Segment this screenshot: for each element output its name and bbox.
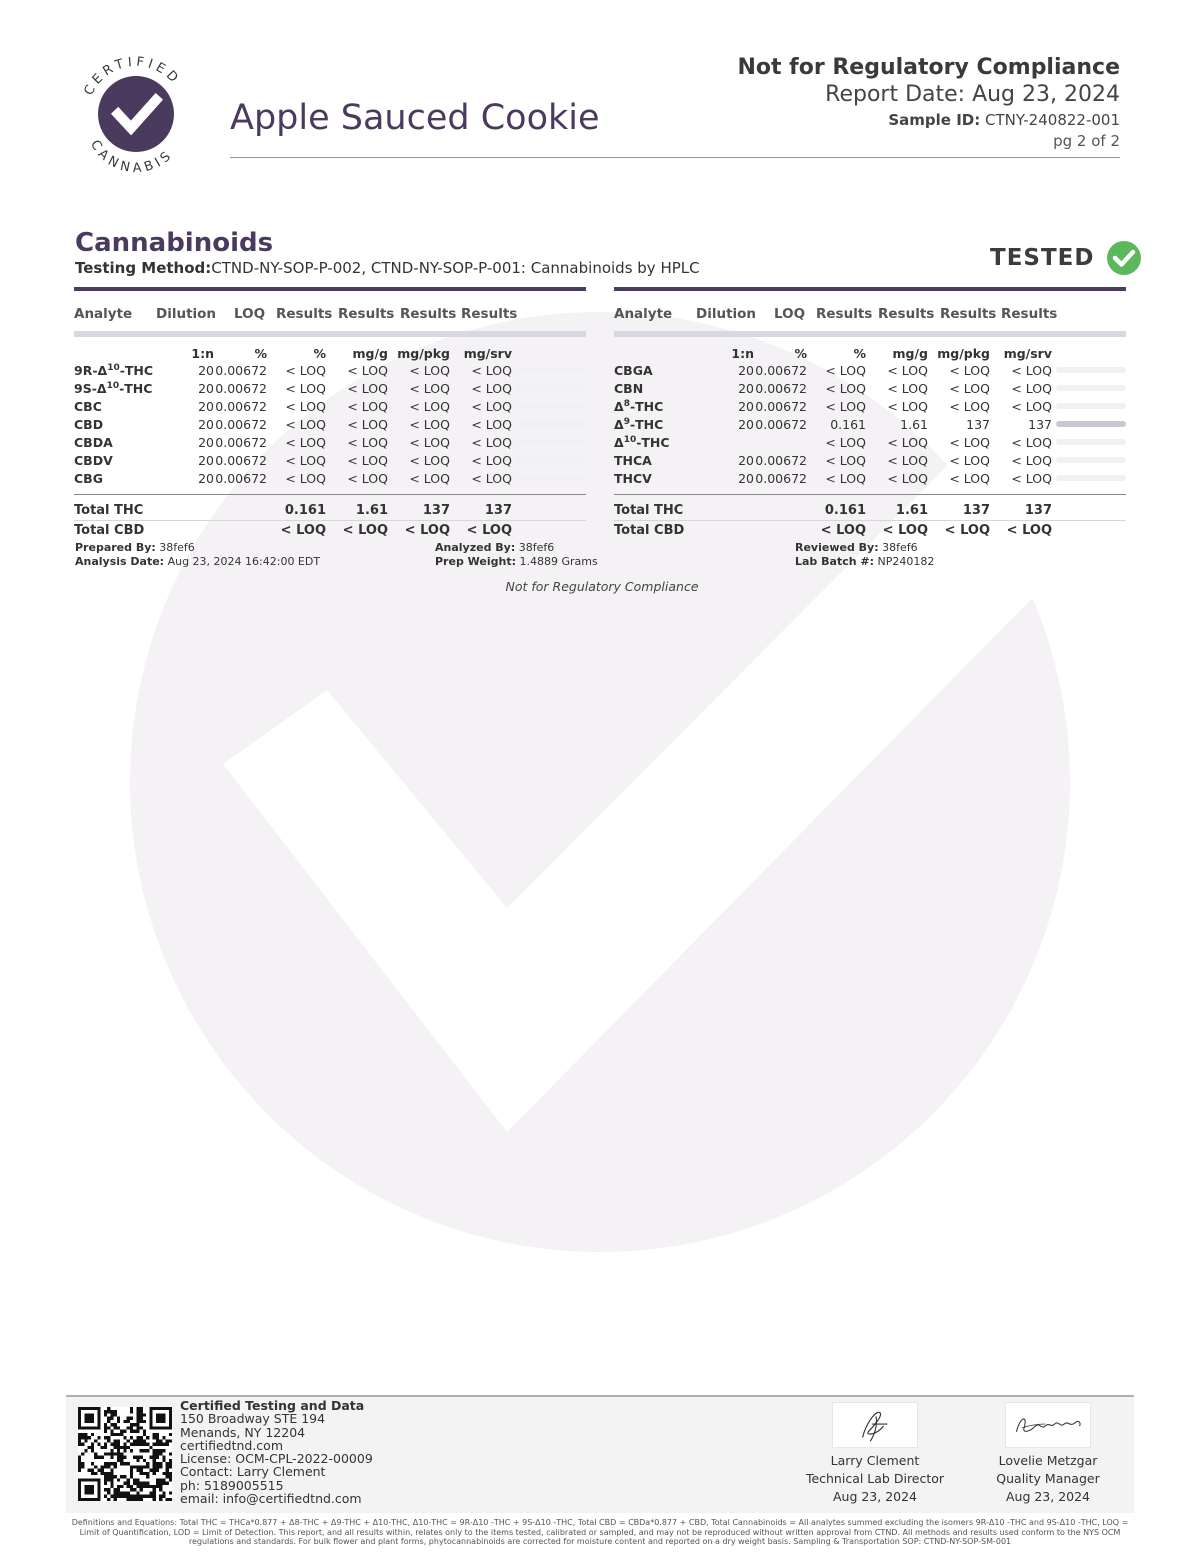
total-mgpkg: < LOQ (944, 523, 990, 538)
cell-mgsrv: 137 (1028, 417, 1052, 432)
signer-technical-director (795, 1402, 955, 1506)
total-label: Total THC (614, 503, 684, 518)
cell-loq: 0.00672 (755, 363, 807, 378)
analysis-date: Aug 23, 2024 16:42:00 EDT (167, 555, 321, 568)
cell-loq: 0.00672 (755, 381, 807, 396)
units-row (74, 344, 586, 362)
cell-dilution: 20 (738, 453, 754, 468)
cell-mgpkg: 137 (966, 417, 990, 432)
cell-mgsrv: < LOQ (471, 417, 512, 432)
signer-date: Aug 23, 2024 (1005, 1489, 1091, 1504)
lab-info (180, 1399, 373, 1505)
analyte-base: CBC (74, 399, 102, 414)
analyte-name (614, 453, 652, 468)
cell-dilution: 20 (198, 453, 214, 468)
cell-loq: 0.00672 (755, 417, 807, 432)
cell-mgsrv: < LOQ (1011, 363, 1052, 378)
report-meta (737, 55, 1120, 150)
column-header: Results (400, 306, 457, 322)
totals-rule (74, 494, 586, 495)
cell-mgpkg: < LOQ (409, 453, 450, 468)
analyzed-label: Analyzed By: (435, 541, 516, 554)
analyte-suffix: -THC (119, 381, 153, 397)
cell-mgg: < LOQ (347, 399, 388, 414)
cell-loq: 0.00672 (215, 471, 267, 486)
table-row (74, 398, 586, 416)
column-header: Dilution (156, 306, 217, 322)
analyte-name (614, 435, 670, 450)
analyte-suffix: -THC (629, 417, 664, 433)
cell-pct: < LOQ (825, 363, 866, 378)
cell-mgsrv: < LOQ (1011, 381, 1052, 396)
cell-pct: < LOQ (285, 453, 326, 468)
cell-pct: < LOQ (825, 471, 866, 486)
result-bar-track (1056, 475, 1126, 481)
cell-pct: < LOQ (285, 417, 326, 432)
analyte-base: 9R-Δ (74, 363, 108, 379)
analyte-name (614, 381, 643, 396)
analyte-superscript: 10 (106, 381, 120, 391)
analyzed-by: 38fef6 (518, 541, 555, 554)
logo-text-top: CERTIFIED (81, 54, 184, 99)
result-bar-track (1056, 403, 1126, 409)
table-header (614, 291, 1126, 331)
totals-rule (614, 494, 1126, 495)
analyte-name (74, 399, 102, 414)
cell-dilution: 20 (198, 381, 214, 396)
total-mgg: < LOQ (342, 523, 388, 538)
sample-id-label: Sample ID: (888, 111, 981, 129)
result-bar-track (1056, 367, 1126, 373)
analyte-name (614, 417, 663, 432)
unit-label: mg/pkg (937, 346, 990, 361)
unit-label: mg/srv (463, 346, 512, 361)
unit-label: mg/pkg (397, 346, 450, 361)
logo-text-bottom: CANNABIS (87, 137, 177, 176)
total-pct: 0.161 (284, 503, 326, 518)
table-row (74, 452, 586, 470)
total-mgsrv: 137 (1024, 503, 1052, 518)
total-mgsrv: < LOQ (466, 523, 512, 538)
column-header: Results (878, 306, 935, 322)
lab-batch-label: Lab Batch #: (795, 555, 874, 568)
unit-label: % (794, 346, 807, 361)
table-row (74, 470, 586, 488)
cell-pct: < LOQ (285, 363, 326, 378)
analyte-superscript: 9 (623, 417, 630, 427)
analyte-base: THCV (614, 471, 652, 486)
page-number: pg 2 of 2 (1053, 132, 1120, 150)
cell-mgg: < LOQ (347, 381, 388, 396)
analyte-suffix: -THC (629, 399, 664, 415)
analyte-base: THCA (614, 453, 652, 468)
cell-mgg: < LOQ (347, 453, 388, 468)
result-bar-track (1056, 439, 1126, 445)
result-bar-fill (1056, 421, 1126, 427)
cell-mgpkg: < LOQ (409, 399, 450, 414)
prepared-label: Prepared By: (75, 541, 156, 554)
total-mgg: < LOQ (882, 523, 928, 538)
analyte-name (74, 363, 153, 378)
lab-name: Certified Testing and Data (180, 1398, 365, 1413)
analyte-name (614, 399, 663, 414)
table-row (614, 398, 1126, 416)
result-bar-track (516, 385, 586, 391)
cell-mgpkg: < LOQ (409, 471, 450, 486)
cell-loq: 0.00672 (755, 471, 807, 486)
analyte-suffix: -THC (119, 363, 154, 379)
analyte-superscript: 10 (107, 363, 120, 373)
analysis-date-label: Analysis Date: (75, 555, 165, 568)
total-mgg: 1.61 (355, 503, 388, 518)
cell-mgsrv: < LOQ (471, 399, 512, 414)
reviewed-info (795, 541, 934, 569)
prep-weight: 1.4889 Grams (519, 555, 598, 568)
cell-pct: 0.161 (830, 417, 866, 432)
result-bar-track (516, 457, 586, 463)
cell-mgpkg: < LOQ (409, 363, 450, 378)
analyte-name (74, 435, 113, 450)
total-mgpkg: 137 (422, 503, 450, 518)
total-mgsrv: 137 (484, 503, 512, 518)
cell-dilution: 20 (738, 399, 754, 414)
header-divider (230, 157, 1120, 158)
cell-pct: < LOQ (285, 399, 326, 414)
signer-name: Lovelie Metzgar (998, 1453, 1098, 1468)
cell-mgg: < LOQ (347, 435, 388, 450)
cell-mgpkg: < LOQ (949, 471, 990, 486)
unit-label: 1:n (191, 346, 214, 361)
cell-mgsrv: < LOQ (471, 363, 512, 378)
reviewed-by: 38fef6 (882, 541, 918, 554)
total-mgpkg: < LOQ (404, 523, 450, 538)
compliance-notice: Not for Regulatory Compliance (737, 55, 1120, 80)
cell-mgsrv: < LOQ (1011, 399, 1052, 414)
cell-mgsrv: < LOQ (471, 453, 512, 468)
lab-phone: ph: 5189005515 (180, 1477, 284, 1493)
column-header: Results (338, 306, 395, 322)
cell-loq: 0.00672 (755, 453, 807, 468)
cell-mgg: < LOQ (887, 453, 928, 468)
cell-loq: 0.00672 (215, 453, 267, 468)
analyte-base: CBN (614, 381, 644, 396)
total-mgpkg: 137 (962, 503, 990, 518)
tested-badge (990, 240, 1142, 276)
testing-method (75, 259, 700, 277)
analyte-base: 9S-Δ (74, 381, 107, 397)
analyte-name (74, 453, 113, 468)
total-pct: < LOQ (280, 523, 326, 538)
cell-pct: < LOQ (285, 471, 326, 486)
cell-loq: 0.00672 (215, 363, 267, 378)
cell-mgpkg: < LOQ (949, 381, 990, 396)
cell-mgpkg: < LOQ (949, 363, 990, 378)
cell-mgsrv: < LOQ (1011, 435, 1052, 450)
column-header: Dilution (696, 306, 757, 322)
method-value: CTND-NY-SOP-P-002, CTND-NY-SOP-P-001: Cannabinoids by HPLC (211, 259, 700, 277)
cell-mgsrv: < LOQ (471, 435, 512, 450)
sample-id (737, 111, 1120, 129)
result-bar-track (1056, 457, 1126, 463)
cell-loq: 0.00672 (215, 399, 267, 414)
cell-dilution: 20 (738, 471, 754, 486)
column-header: Results (276, 306, 333, 322)
cell-mgpkg: < LOQ (949, 435, 990, 450)
unit-label: mg/g (352, 346, 388, 361)
prepared-info (75, 541, 320, 569)
analyte-superscript: 10 (623, 435, 637, 445)
column-header: Results (816, 306, 873, 322)
table-row (614, 434, 1126, 452)
cell-pct: < LOQ (285, 381, 326, 396)
analyte-base: Δ (614, 399, 624, 415)
table-row (74, 362, 586, 380)
table-row (614, 380, 1126, 398)
qr-code-icon[interactable] (78, 1405, 172, 1503)
table-row (614, 470, 1126, 488)
certified-cannabis-logo (74, 52, 198, 176)
column-header: Results (1001, 306, 1058, 322)
cell-mgsrv: < LOQ (471, 381, 512, 396)
lab-email[interactable]: email: info@certifiedtnd.com (180, 1491, 362, 1507)
cell-mgg: 1.61 (900, 417, 928, 432)
total-mgg: 1.61 (895, 503, 928, 518)
cell-pct: < LOQ (825, 435, 866, 450)
unit-label: mg/g (892, 346, 928, 361)
result-bar-track (516, 475, 586, 481)
cell-mgpkg: < LOQ (949, 453, 990, 468)
column-header: LOQ (234, 306, 266, 322)
cell-loq: 0.00672 (755, 399, 807, 414)
cell-dilution: 20 (198, 471, 214, 486)
cell-pct: < LOQ (825, 453, 866, 468)
table-row (74, 380, 586, 398)
result-bar-track (516, 403, 586, 409)
analyte-name (614, 363, 653, 378)
cell-dilution: 20 (198, 363, 214, 378)
analyte-name (74, 417, 103, 432)
table-header (74, 291, 586, 331)
cannabinoids-table-right (614, 287, 1126, 540)
table-row (74, 434, 586, 452)
column-header: Results (461, 306, 518, 322)
lab-address-line2: Menands, NY 12204 (180, 1424, 306, 1440)
total-row (614, 521, 1126, 540)
cell-mgpkg: < LOQ (949, 399, 990, 414)
analyzed-info (435, 541, 598, 569)
sample-id-value: CTNY-240822-001 (985, 111, 1120, 129)
cell-loq: 0.00672 (215, 435, 267, 450)
result-bar-track (1056, 385, 1126, 391)
total-label: Total CBD (614, 523, 685, 538)
cell-dilution: 20 (738, 417, 754, 432)
total-pct: < LOQ (820, 523, 866, 538)
lab-batch: NP240182 (877, 555, 935, 568)
cell-mgg: < LOQ (887, 363, 928, 378)
cell-mgg: < LOQ (887, 399, 928, 414)
column-header: LOQ (774, 306, 806, 322)
total-row (74, 521, 586, 540)
analyte-base: CBDA (74, 435, 113, 450)
cell-pct: < LOQ (825, 399, 866, 414)
cell-mgpkg: < LOQ (409, 381, 450, 396)
result-bar-track (516, 421, 586, 427)
total-label: Total CBD (74, 523, 145, 538)
column-header: Analyte (614, 306, 673, 322)
table-row (74, 416, 586, 434)
analyte-suffix: -THC (636, 435, 670, 451)
unit-label: % (254, 346, 267, 361)
regulatory-note: Not for Regulatory Compliance (505, 579, 699, 594)
green-check-icon (1106, 240, 1142, 276)
total-row (614, 501, 1126, 520)
cell-mgsrv: < LOQ (471, 471, 512, 486)
cell-mgg: < LOQ (347, 471, 388, 486)
prep-weight-label: Prep Weight: (435, 555, 516, 568)
analyte-base: CBGA (614, 363, 653, 378)
cell-mgg: < LOQ (887, 435, 928, 450)
lab-contact: Contact: Larry Clement (180, 1464, 326, 1480)
cell-mgg: < LOQ (887, 471, 928, 486)
table-header-rule (74, 331, 586, 337)
totals-block (74, 501, 586, 540)
table-row (614, 362, 1126, 380)
table-row (614, 452, 1126, 470)
analyte-base: CBG (74, 471, 103, 486)
analyte-base: CBDV (74, 453, 113, 468)
analyte-superscript: 8 (623, 399, 630, 409)
total-mgsrv: < LOQ (1006, 523, 1052, 538)
lab-address-line1: 150 Broadway STE 194 (180, 1411, 326, 1427)
analyte-base: CBD (74, 417, 104, 432)
method-label: Testing Method: (75, 259, 212, 277)
totals-block (614, 501, 1126, 540)
cell-mgg: < LOQ (347, 417, 388, 432)
unit-label: % (313, 346, 326, 361)
cell-dilution: 20 (198, 399, 214, 414)
result-bar-track (516, 439, 586, 445)
total-label: Total THC (74, 503, 144, 518)
reviewed-label: Reviewed By: (795, 541, 879, 554)
signer-quality-manager (968, 1402, 1128, 1506)
signature-image (1005, 1402, 1091, 1448)
cell-loq: 0.00672 (215, 417, 267, 432)
result-bar-track (1056, 421, 1126, 427)
unit-label: % (853, 346, 866, 361)
column-header: Results (940, 306, 997, 322)
cell-mgg: < LOQ (347, 363, 388, 378)
analyte-name (614, 471, 652, 486)
analyte-base: Δ (614, 417, 624, 433)
cell-loq: 0.00672 (215, 381, 267, 396)
cell-dilution: 20 (198, 435, 214, 450)
cell-pct: < LOQ (285, 435, 326, 450)
section-title: Cannabinoids (75, 228, 274, 258)
signer-title: Technical Lab Director (805, 1471, 945, 1486)
product-title: Apple Sauced Cookie (230, 98, 600, 138)
analyte-base: Δ (614, 435, 624, 451)
disclaimer: Definitions and Equations: Total THC = THCa*0.877 + Δ8-THC + Δ9-THC + Δ10-THC, Δ10-THC = 9R-Δ10 -THC + 9S-Δ10 -THC, Total CBD = CBDa*0.877 + CBD, Total Cannabinoids = All analytes summed excluding the isomers 9R-Δ10 -THC and 9S-Δ10 -THC, LOQ = Limit of Quantification, LOD = Limit of Detection. This report, and all results within, relates only to the items tested, calibrated or sampled, and may not be reproduced without written approval from CTND. All methods and results used conform to the NYS OCM regulations and standards. For bulk flower and plant forms, phytocannabinoids are corrected for moisture content and reported on a dry weight basis. Sampling & Transportation SOP: CTND-NY-SOP-SM-001 (71, 1518, 1129, 1547)
cell-pct: < LOQ (825, 381, 866, 396)
cannabinoids-table-left (74, 287, 586, 540)
cell-mgg: < LOQ (887, 381, 928, 396)
total-row (74, 501, 586, 520)
signature-image (832, 1402, 918, 1448)
result-bar-track (516, 367, 586, 373)
total-pct: 0.161 (824, 503, 866, 518)
analyte-name (74, 381, 152, 396)
analyte-name (74, 471, 103, 486)
lab-license: License: OCM-CPL-2022-00009 (180, 1451, 373, 1467)
cell-mgpkg: < LOQ (409, 417, 450, 432)
unit-label: mg/srv (1003, 346, 1052, 361)
signer-name: Larry Clement (830, 1453, 920, 1468)
tested-label: TESTED (990, 245, 1095, 271)
cell-mgsrv: < LOQ (1011, 471, 1052, 486)
signer-title: Quality Manager (996, 1471, 1100, 1486)
units-row (614, 344, 1126, 362)
cell-mgpkg: < LOQ (409, 435, 450, 450)
table-row (614, 416, 1126, 434)
lab-website[interactable]: certifiedtnd.com (180, 1437, 284, 1453)
cell-mgsrv: < LOQ (1011, 453, 1052, 468)
report-date: Report Date: Aug 23, 2024 (825, 82, 1120, 107)
cell-dilution: 20 (738, 363, 754, 378)
signer-date: Aug 23, 2024 (832, 1489, 918, 1504)
table-header-rule (614, 331, 1126, 337)
cell-dilution: 20 (198, 417, 214, 432)
unit-label: 1:n (731, 346, 754, 361)
prepared-by: 38fef6 (159, 541, 195, 554)
cell-dilution: 20 (738, 381, 754, 396)
column-header: Analyte (74, 306, 133, 322)
